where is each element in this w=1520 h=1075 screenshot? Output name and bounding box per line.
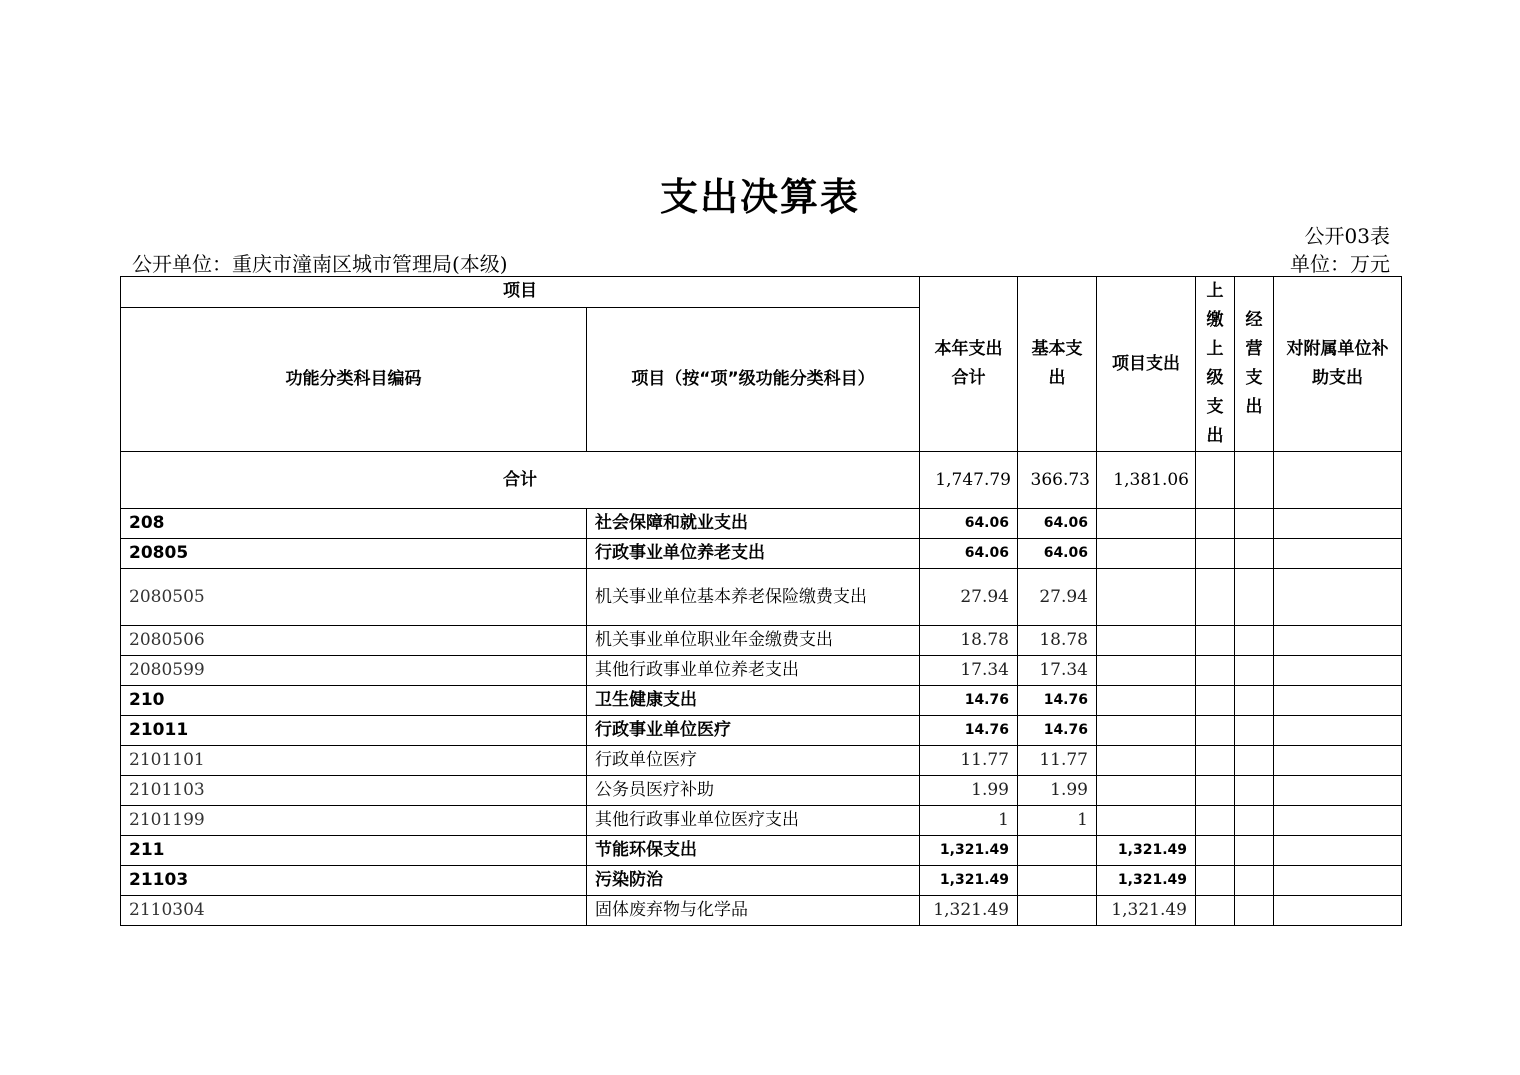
table-row (121, 686, 1402, 716)
row-upper (1196, 509, 1235, 539)
row-business (1235, 716, 1274, 746)
row-basic (1018, 896, 1097, 926)
row-code: 2080506 (121, 626, 587, 656)
table-row (121, 896, 1402, 926)
row-business (1235, 686, 1274, 716)
row-basic: 64.06 (1018, 539, 1097, 569)
row-name: 其他行政事业单位医疗支出 (587, 806, 920, 836)
row-code: 2101101 (121, 746, 587, 776)
row-business (1235, 896, 1274, 926)
row-basic: 11.77 (1018, 746, 1097, 776)
row-name: 其他行政事业单位养老支出 (587, 656, 920, 686)
row-code: 21011 (121, 716, 587, 746)
row-business (1235, 626, 1274, 656)
row-code: 2110304 (121, 896, 587, 926)
row-business (1235, 539, 1274, 569)
row-upper (1196, 896, 1235, 926)
total-basic: 366.73 (1018, 452, 1097, 509)
row-name: 行政单位医疗 (587, 746, 920, 776)
reporting-unit: 公开单位：重庆市潼南区城市管理局(本级) (132, 252, 508, 276)
table-row (121, 776, 1402, 806)
row-code: 210 (121, 686, 587, 716)
row-business (1235, 866, 1274, 896)
row-business (1235, 569, 1274, 626)
total-amount: 1,747.79 (920, 452, 1018, 509)
row-code: 2101103 (121, 776, 587, 806)
row-total: 64.06 (920, 539, 1018, 569)
row-business (1235, 806, 1274, 836)
table-row (121, 626, 1402, 656)
row-subsidy (1274, 896, 1402, 926)
row-subsidy (1274, 836, 1402, 866)
row-total: 1,321.49 (920, 896, 1018, 926)
total-subsidy (1274, 452, 1402, 509)
total-upper (1196, 452, 1235, 509)
row-total: 14.76 (920, 686, 1018, 716)
total-project: 1,381.06 (1097, 452, 1196, 509)
row-basic: 1.99 (1018, 776, 1097, 806)
row-name: 行政事业单位医疗 (587, 716, 920, 746)
row-subsidy (1274, 866, 1402, 896)
row-upper (1196, 776, 1235, 806)
row-upper (1196, 746, 1235, 776)
header-item: 项目 (121, 277, 920, 308)
row-subsidy (1274, 686, 1402, 716)
row-basic: 1 (1018, 806, 1097, 836)
row-subsidy (1274, 746, 1402, 776)
header-subsidy: 对附属单位补助支出 (1274, 277, 1402, 452)
row-upper (1196, 806, 1235, 836)
row-project: 1,321.49 (1097, 836, 1196, 866)
row-upper (1196, 836, 1235, 866)
table-number: 公开03表 (1304, 224, 1390, 248)
header-code: 功能分类科目编码 (121, 307, 587, 451)
row-basic: 14.76 (1018, 686, 1097, 716)
row-subsidy (1274, 626, 1402, 656)
row-basic: 18.78 (1018, 626, 1097, 656)
row-upper (1196, 569, 1235, 626)
row-name: 机关事业单位基本养老保险缴费支出 (587, 569, 920, 626)
row-basic (1018, 866, 1097, 896)
header-name: 项目（按“项”级功能分类科目） (587, 307, 920, 451)
row-code: 2080599 (121, 656, 587, 686)
row-code: 20805 (121, 539, 587, 569)
row-name: 公务员医疗补助 (587, 776, 920, 806)
table-row (121, 539, 1402, 569)
row-name: 卫生健康支出 (587, 686, 920, 716)
row-project (1097, 716, 1196, 746)
header-basic: 基本支出 (1018, 277, 1097, 452)
row-upper (1196, 626, 1235, 656)
row-total: 27.94 (920, 569, 1018, 626)
row-upper (1196, 686, 1235, 716)
table-row (121, 866, 1402, 896)
table-row (121, 746, 1402, 776)
row-business (1235, 776, 1274, 806)
row-project (1097, 569, 1196, 626)
row-basic: 14.76 (1018, 716, 1097, 746)
row-subsidy (1274, 509, 1402, 539)
row-subsidy (1274, 539, 1402, 569)
currency-unit: 单位：万元 (1290, 252, 1390, 276)
row-total: 18.78 (920, 626, 1018, 656)
row-business (1235, 746, 1274, 776)
row-code: 2101199 (121, 806, 587, 836)
row-upper (1196, 656, 1235, 686)
row-subsidy (1274, 656, 1402, 686)
row-project (1097, 509, 1196, 539)
table-row (121, 836, 1402, 866)
row-name: 行政事业单位养老支出 (587, 539, 920, 569)
row-basic: 17.34 (1018, 656, 1097, 686)
row-subsidy (1274, 806, 1402, 836)
expenditure-table (120, 276, 1402, 926)
row-upper (1196, 716, 1235, 746)
row-project (1097, 626, 1196, 656)
row-name: 污染防治 (587, 866, 920, 896)
table-row (121, 656, 1402, 686)
row-project (1097, 746, 1196, 776)
row-project (1097, 539, 1196, 569)
row-basic: 27.94 (1018, 569, 1097, 626)
row-project: 1,321.49 (1097, 896, 1196, 926)
row-basic (1018, 836, 1097, 866)
row-code: 211 (121, 836, 587, 866)
row-total: 1,321.49 (920, 836, 1018, 866)
row-name: 机关事业单位职业年金缴费支出 (587, 626, 920, 656)
header-upper: 上缴上级支出 (1196, 277, 1235, 452)
total-business (1235, 452, 1274, 509)
row-subsidy (1274, 569, 1402, 626)
row-basic: 64.06 (1018, 509, 1097, 539)
row-name: 节能环保支出 (587, 836, 920, 866)
row-total: 14.76 (920, 716, 1018, 746)
table-row (121, 509, 1402, 539)
total-label: 合计 (121, 452, 920, 509)
row-upper (1196, 539, 1235, 569)
row-name: 社会保障和就业支出 (587, 509, 920, 539)
row-total: 64.06 (920, 509, 1018, 539)
row-subsidy (1274, 716, 1402, 746)
row-project (1097, 806, 1196, 836)
row-business (1235, 836, 1274, 866)
header-project: 项目支出 (1097, 277, 1196, 452)
row-code: 21103 (121, 866, 587, 896)
header-business: 经营支出 (1235, 277, 1274, 452)
row-code: 2080505 (121, 569, 587, 626)
row-total: 1.99 (920, 776, 1018, 806)
row-total: 1,321.49 (920, 866, 1018, 896)
row-project (1097, 776, 1196, 806)
row-upper (1196, 866, 1235, 896)
row-total: 1 (920, 806, 1018, 836)
table-row (121, 806, 1402, 836)
row-name: 固体废弃物与化学品 (587, 896, 920, 926)
row-total: 17.34 (920, 656, 1018, 686)
row-business (1235, 656, 1274, 686)
row-project (1097, 686, 1196, 716)
table-row (121, 569, 1402, 626)
row-subsidy (1274, 776, 1402, 806)
table-row (121, 716, 1402, 746)
row-code: 208 (121, 509, 587, 539)
row-business (1235, 509, 1274, 539)
row-total: 11.77 (920, 746, 1018, 776)
row-project (1097, 656, 1196, 686)
page-title: 支出决算表 (659, 175, 860, 219)
row-project: 1,321.49 (1097, 866, 1196, 896)
header-total: 本年支出合计 (920, 277, 1018, 452)
